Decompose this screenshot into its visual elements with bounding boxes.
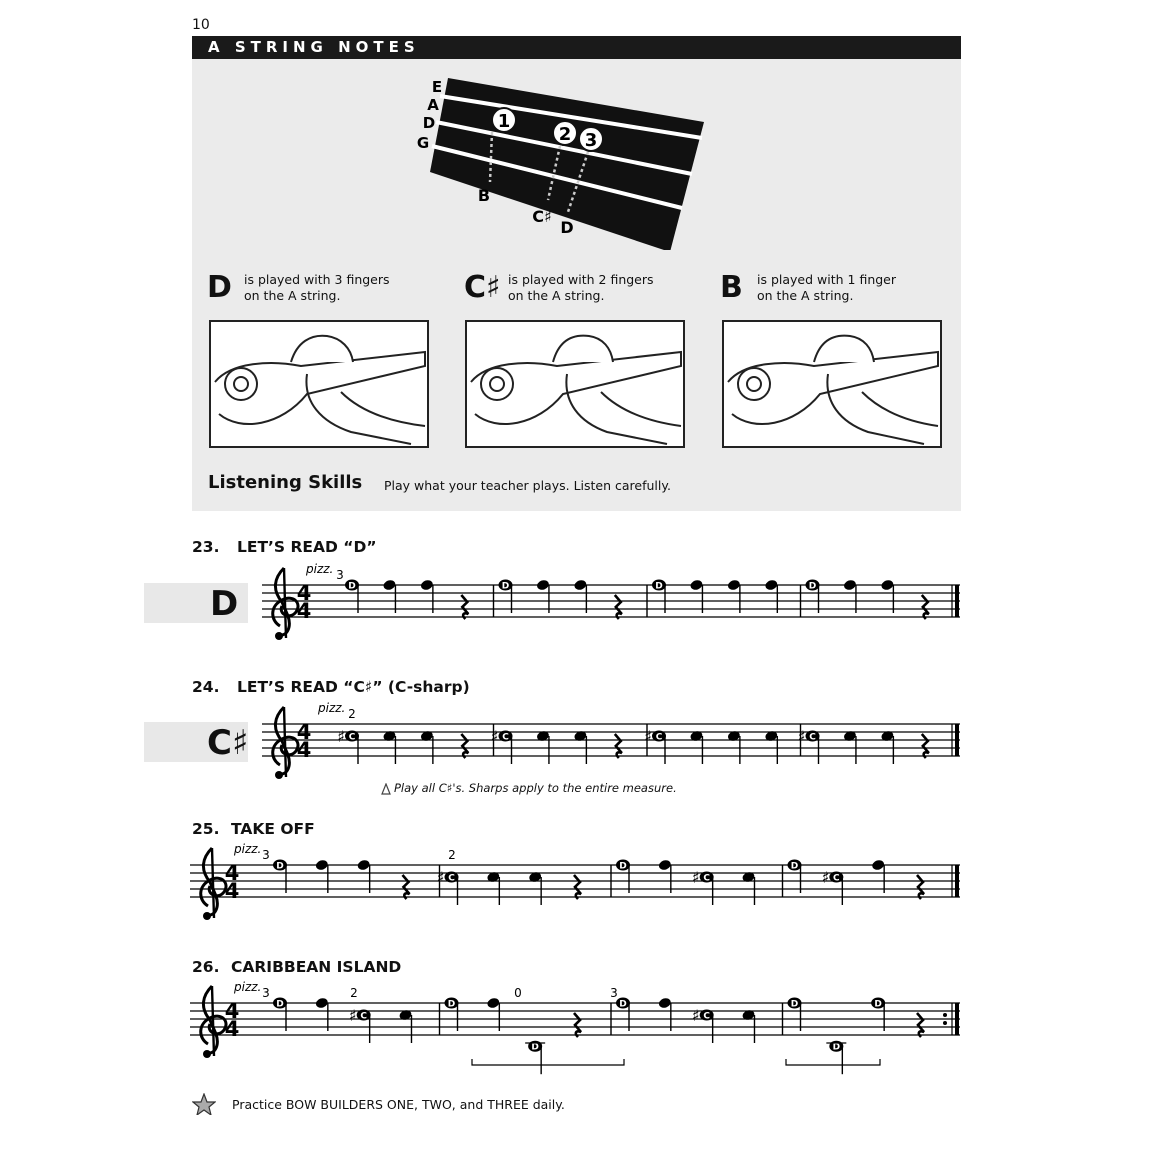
note-letter: D bbox=[276, 999, 284, 1010]
exercise-25-staff bbox=[190, 840, 962, 930]
note-c-sharp bbox=[692, 1006, 714, 1043]
note-d bbox=[806, 580, 820, 614]
repeat-dot-top bbox=[943, 1013, 947, 1017]
time-signature-top: 4 bbox=[224, 999, 240, 1023]
note-c-sharp bbox=[437, 868, 459, 905]
note-letter: D bbox=[619, 861, 627, 872]
end-bar-thick bbox=[955, 724, 959, 756]
note-c-sharp bbox=[349, 1006, 371, 1043]
finger-info-note-b: B bbox=[720, 270, 743, 305]
note-c bbox=[398, 1009, 412, 1043]
note-d bbox=[420, 579, 434, 613]
note-d bbox=[315, 859, 329, 893]
note-d bbox=[764, 579, 778, 613]
end-bar-thick bbox=[955, 585, 959, 617]
exercise-23-staff bbox=[262, 560, 962, 650]
exercise-25-title: TAKE OFF bbox=[231, 820, 315, 838]
listening-skills-title: Listening Skills bbox=[208, 472, 363, 493]
note-d bbox=[616, 860, 630, 894]
note-letter: D bbox=[348, 581, 356, 592]
note-c-sharp bbox=[337, 727, 359, 764]
fingering-number: 3 bbox=[262, 986, 270, 1000]
end-bar-thick bbox=[955, 865, 959, 897]
pizz-marking: pizz. bbox=[306, 562, 334, 576]
note-d bbox=[788, 998, 802, 1032]
note-letter: C bbox=[655, 732, 663, 743]
note-d bbox=[345, 580, 359, 614]
treble-clef-icon bbox=[201, 986, 226, 1058]
note-c bbox=[741, 871, 755, 905]
violin-hand-illustration-b bbox=[722, 320, 942, 448]
sharp-sign: ♯ bbox=[337, 727, 345, 746]
sharp-sign: ♯ bbox=[436, 868, 445, 887]
exercise-25-number: 25. bbox=[192, 820, 220, 838]
note-c bbox=[727, 730, 741, 764]
note-letter: C bbox=[502, 732, 509, 743]
pizz-marking: pizz. bbox=[234, 842, 262, 856]
exercise-23-tab-letter: D bbox=[210, 584, 239, 624]
quarter-rest-icon bbox=[922, 734, 929, 758]
finger-info-line1-b: is played with 1 finger bbox=[757, 272, 897, 287]
sharp-sign: ♯ bbox=[691, 868, 700, 887]
note-d bbox=[727, 579, 741, 613]
finger-info-note-c-sharp: C♯ bbox=[464, 270, 501, 305]
sharps-tip: Play all C♯'s. Sharps apply to the entire measure. bbox=[394, 781, 677, 795]
finger-info-line1-c-sharp: is played with 2 fingers bbox=[508, 272, 654, 287]
quarter-rest-icon bbox=[917, 875, 924, 899]
quarter-rest-icon bbox=[461, 734, 468, 758]
note-letter: C bbox=[360, 1011, 367, 1022]
treble-clef-icon bbox=[273, 568, 298, 640]
note-c-sharp bbox=[644, 727, 666, 764]
exercise-24-staff bbox=[262, 699, 962, 789]
note-d bbox=[573, 579, 587, 613]
exercise-26-staff bbox=[190, 978, 962, 1078]
note-c-sharp bbox=[821, 868, 843, 905]
fingering-number: 0 bbox=[514, 986, 522, 1000]
note-letter: C bbox=[809, 732, 816, 743]
note-d bbox=[788, 860, 802, 894]
exercise-24-title: LET’S READ “C♯” (C-sharp) bbox=[237, 678, 470, 696]
note-letter: C bbox=[448, 873, 455, 884]
note-d bbox=[486, 997, 500, 1031]
slur-bracket bbox=[786, 1059, 880, 1065]
note-c bbox=[764, 730, 778, 764]
quarter-rest-icon bbox=[922, 595, 929, 619]
fingering-number: 2 bbox=[348, 707, 356, 721]
note-c-sharp bbox=[692, 868, 714, 905]
time-signature-bottom: 4 bbox=[296, 738, 312, 762]
sharp-sign: ♯ bbox=[490, 727, 499, 746]
note-letter: D bbox=[501, 581, 510, 592]
note-d bbox=[871, 998, 885, 1032]
note-letter: C bbox=[703, 1011, 710, 1022]
finger-number-2: 2 bbox=[558, 124, 572, 145]
time-signature-bottom: 4 bbox=[224, 1017, 240, 1041]
staff-lines bbox=[190, 865, 960, 897]
note-letter: D bbox=[832, 1042, 841, 1053]
violin-hand-illustration-d bbox=[209, 320, 429, 448]
pizz-marking: pizz. bbox=[318, 701, 346, 715]
listening-skills-text: Play what your teacher plays. Listen carefully. bbox=[384, 478, 671, 493]
note-letter: C bbox=[348, 732, 356, 743]
note-c bbox=[880, 730, 894, 764]
quarter-rest-icon bbox=[402, 875, 409, 899]
sharp-sign: ♯ bbox=[821, 868, 830, 887]
quarter-rest-icon bbox=[615, 595, 622, 619]
violin-hand-illustration-c-sharp bbox=[465, 320, 685, 448]
sharp-sign: ♯ bbox=[691, 1006, 700, 1025]
note-c bbox=[689, 730, 703, 764]
quarter-rest-icon bbox=[574, 1013, 581, 1037]
fingering-number: 2 bbox=[350, 986, 358, 1000]
note-c bbox=[528, 871, 542, 905]
repeat-dot-bottom bbox=[943, 1021, 947, 1025]
quarter-rest-icon bbox=[574, 875, 581, 899]
time-signature-top: 4 bbox=[296, 581, 312, 605]
sharp-sign: ♯ bbox=[797, 727, 806, 746]
note-c-sharp bbox=[798, 727, 820, 764]
note-letter: D bbox=[808, 581, 817, 592]
note-d bbox=[843, 579, 857, 613]
finger-info-note-d: D bbox=[207, 270, 232, 305]
note-c-sharp bbox=[491, 727, 513, 764]
note-d bbox=[273, 998, 287, 1032]
note-d bbox=[871, 859, 885, 893]
note-c bbox=[843, 730, 857, 764]
string-label-d: D bbox=[422, 114, 436, 132]
footer-practice-note: Practice BOW BUILDERS ONE, TWO, and THREE daily. bbox=[232, 1097, 565, 1112]
note-letter: D bbox=[655, 581, 663, 592]
note-d bbox=[658, 859, 672, 893]
section-header: A STRING NOTES bbox=[192, 36, 961, 59]
note-d bbox=[536, 579, 550, 613]
sharp-sign: ♯ bbox=[348, 1006, 357, 1025]
note-d bbox=[880, 579, 894, 613]
time-signature-top: 4 bbox=[224, 861, 240, 885]
finger-info-line1-d: is played with 3 fingers bbox=[244, 272, 390, 287]
exercise-24-number: 24. bbox=[192, 678, 220, 696]
note-letter: D bbox=[790, 999, 799, 1010]
note-d bbox=[273, 860, 287, 894]
exercise-24-tab-letter: C♯ bbox=[207, 723, 249, 763]
note-d bbox=[382, 579, 396, 613]
page-number: 10 bbox=[192, 17, 210, 33]
note-d bbox=[616, 998, 630, 1032]
finger-number-3: 3 bbox=[584, 130, 598, 151]
note-letter: D bbox=[276, 861, 284, 872]
fingering-number: 3 bbox=[336, 568, 344, 582]
note-c bbox=[420, 730, 434, 764]
string-label-a: A bbox=[427, 96, 439, 114]
quarter-rest-icon bbox=[917, 1013, 924, 1037]
note-d bbox=[689, 579, 703, 613]
quarter-rest-icon bbox=[615, 734, 622, 758]
finger-info-line2-d: on the A string. bbox=[244, 288, 341, 303]
tip-arrow-icon bbox=[381, 783, 391, 795]
staff-lines bbox=[190, 1003, 960, 1035]
note-d bbox=[499, 580, 513, 614]
time-signature-top: 4 bbox=[296, 720, 312, 744]
finger-info-line2-b: on the A string. bbox=[757, 288, 854, 303]
note-c bbox=[536, 730, 550, 764]
time-signature-bottom: 4 bbox=[224, 879, 240, 903]
treble-clef-icon bbox=[201, 848, 226, 920]
fingering-number: 2 bbox=[448, 848, 456, 862]
note-d bbox=[315, 997, 329, 1031]
exercise-26-number: 26. bbox=[192, 958, 220, 976]
string-label-g: G bbox=[416, 134, 430, 152]
sharp-sign: ♯ bbox=[644, 727, 652, 746]
note-low-d bbox=[826, 1041, 846, 1075]
note-d bbox=[356, 859, 370, 893]
note-letter: D bbox=[790, 861, 799, 872]
note-low-d bbox=[525, 1041, 545, 1075]
quarter-rest-icon bbox=[461, 595, 468, 619]
note-letter: D bbox=[531, 1042, 539, 1053]
note-d bbox=[652, 580, 666, 614]
note-letter: C bbox=[833, 873, 840, 884]
note-letter: D bbox=[874, 999, 882, 1010]
exercise-23-number: 23. bbox=[192, 538, 220, 556]
end-bar-thick bbox=[955, 1003, 959, 1035]
pizz-marking: pizz. bbox=[234, 980, 262, 994]
exercise-23-title: LET’S READ “D” bbox=[237, 538, 377, 556]
fingering-number: 3 bbox=[610, 986, 618, 1000]
time-signature-bottom: 4 bbox=[296, 599, 312, 623]
treble-clef-icon bbox=[273, 707, 298, 779]
string-label-e: E bbox=[431, 78, 443, 96]
note-letter: C bbox=[703, 873, 710, 884]
fingering-number: 3 bbox=[262, 848, 270, 862]
slur-bracket bbox=[472, 1059, 624, 1065]
note-c bbox=[382, 730, 396, 764]
star-icon bbox=[192, 1093, 216, 1115]
note-label-d: D bbox=[560, 218, 574, 237]
note-label-c-sharp: C♯ bbox=[532, 207, 552, 226]
finger-info-line2-c-sharp: on the A string. bbox=[508, 288, 605, 303]
note-d bbox=[658, 997, 672, 1031]
note-c bbox=[573, 730, 587, 764]
note-letter: D bbox=[447, 999, 456, 1010]
note-c bbox=[741, 1009, 755, 1043]
note-label-b: B bbox=[477, 186, 491, 205]
fingerboard-diagram bbox=[400, 70, 720, 250]
finger-number-1: 1 bbox=[497, 111, 511, 132]
note-letter: D bbox=[619, 999, 627, 1010]
note-c bbox=[486, 871, 500, 905]
exercise-26-title: CARIBBEAN ISLAND bbox=[231, 958, 402, 976]
note-d bbox=[445, 998, 459, 1032]
